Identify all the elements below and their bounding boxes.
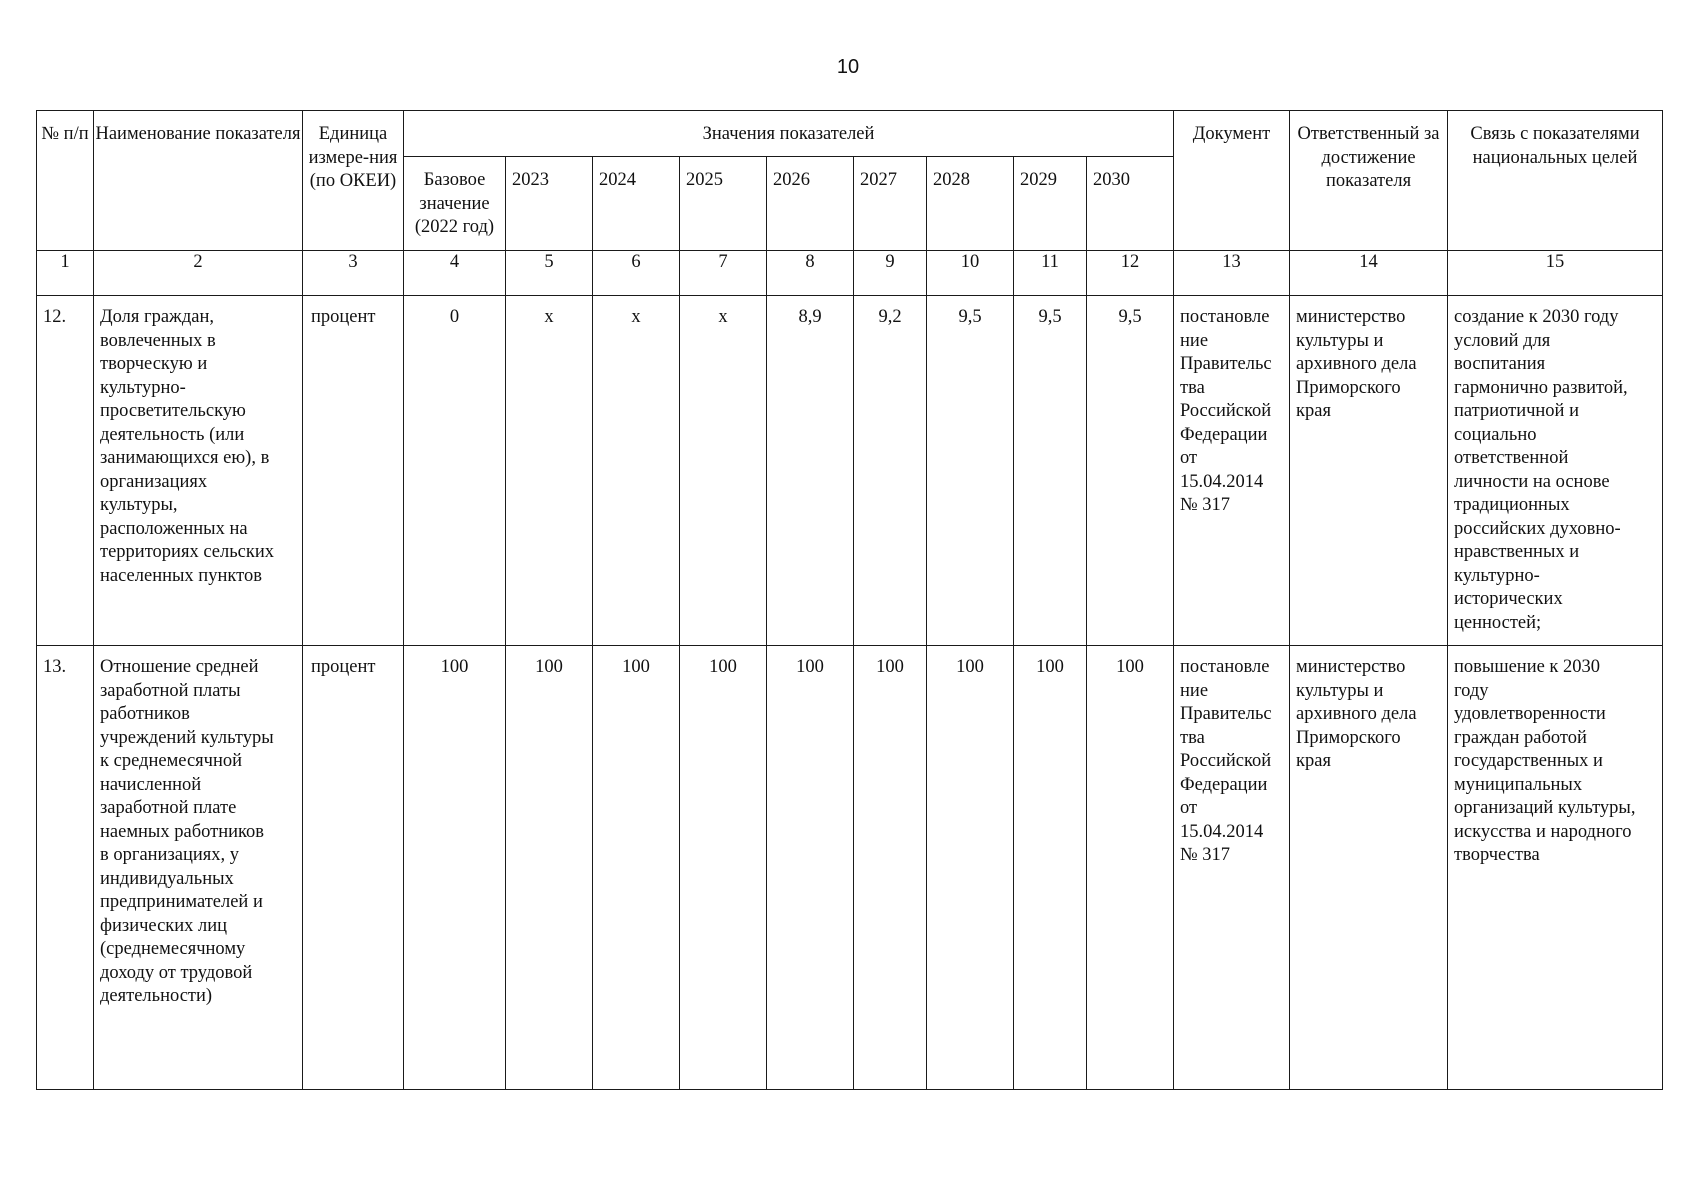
responsible: министерство культуры и архивного дела Приморского края (1290, 646, 1448, 1090)
indicator-name: Отношение средней заработной платы работников учреждений культуры к среднемесячной начисленной заработной плате наемных работников в организациях, у индивидуальных предпринимателей и физических лиц (среднемесячному доходу от трудовой деятельности) (94, 646, 303, 1090)
column-number: 13 (1174, 251, 1290, 296)
column-number: 11 (1014, 251, 1087, 296)
header-base-value: Базовое значение (2022 год) (404, 157, 506, 251)
year-value: 100 (1014, 646, 1087, 1090)
document: постановле ние Правительс тва Российской Федерации от 15.04.2014 № 317 (1174, 646, 1290, 1090)
header-year: 2024 (593, 157, 680, 251)
national-goals-link: повышение к 2030 году удовлетворенности граждан работой государственных и муниципальных организаций культуры, искусства и народного творчества (1448, 646, 1663, 1090)
year-value: 100 (854, 646, 927, 1090)
column-number: 7 (680, 251, 767, 296)
responsible: министерство культуры и архивного дела Приморского края (1290, 296, 1448, 646)
header-national-goals-link: Связь с показателями национальных целей (1448, 111, 1663, 251)
header-row-top (37, 111, 1663, 157)
column-number: 14 (1290, 251, 1448, 296)
header-unit: Единица измере-ния (по ОКЕИ) (303, 111, 404, 251)
header-year: 2025 (680, 157, 767, 251)
year-value: 9,2 (854, 296, 927, 646)
header-year: 2028 (927, 157, 1014, 251)
unit: процент (303, 646, 404, 1090)
header-values-group: Значения показателей (404, 111, 1174, 157)
column-number: 12 (1087, 251, 1174, 296)
column-number: 6 (593, 251, 680, 296)
column-numbers-row (37, 251, 1663, 296)
document: постановле ние Правительс тва Российской Федерации от 15.04.2014 № 317 (1174, 296, 1290, 646)
year-value: 100 (767, 646, 854, 1090)
column-number: 5 (506, 251, 593, 296)
national-goals-link: создание к 2030 году условий для воспитания гармонично развитой, патриотичной и социально ответственной личности на основе традиционных российских духовно- нравственных и культурно- исторических ценностей; (1448, 296, 1663, 646)
year-value: 100 (1087, 646, 1174, 1090)
indicator-name: Доля граждан, вовлеченных в творческую и культурно- просветительскую деятельность (или занимающихся ею), в организациях культуры, расположенных на территориях сельских населенных пунктов (94, 296, 303, 646)
header-year: 2023 (506, 157, 593, 251)
year-value: 100 (506, 646, 593, 1090)
page-number: 10 (836, 56, 860, 78)
year-value: х (680, 296, 767, 646)
base-value: 0 (404, 296, 506, 646)
column-number: 3 (303, 251, 404, 296)
header-year: 2027 (854, 157, 927, 251)
header-number: № п/п (37, 111, 94, 251)
base-value: 100 (404, 646, 506, 1090)
table-row (37, 296, 1663, 646)
column-number: 4 (404, 251, 506, 296)
column-number: 15 (1448, 251, 1663, 296)
unit: процент (303, 296, 404, 646)
year-value: 100 (680, 646, 767, 1090)
year-value: х (506, 296, 593, 646)
year-value: 9,5 (1014, 296, 1087, 646)
year-value: 100 (593, 646, 680, 1090)
column-number: 8 (767, 251, 854, 296)
header-document: Документ (1174, 111, 1290, 251)
year-value: х (593, 296, 680, 646)
year-value: 9,5 (927, 296, 1014, 646)
column-number: 2 (94, 251, 303, 296)
header-indicator-name: Наименование показателя (94, 111, 303, 251)
row-number: 13. (37, 646, 94, 1090)
indicators-table (36, 110, 1663, 1090)
table-row (37, 646, 1663, 1090)
year-value: 8,9 (767, 296, 854, 646)
header-responsible: Ответственный за достижение показателя (1290, 111, 1448, 251)
year-value: 100 (927, 646, 1014, 1090)
column-number: 1 (37, 251, 94, 296)
column-number: 10 (927, 251, 1014, 296)
header-year: 2030 (1087, 157, 1174, 251)
column-number: 9 (854, 251, 927, 296)
header-year: 2026 (767, 157, 854, 251)
header-year: 2029 (1014, 157, 1087, 251)
year-value: 9,5 (1087, 296, 1174, 646)
row-number: 12. (37, 296, 94, 646)
